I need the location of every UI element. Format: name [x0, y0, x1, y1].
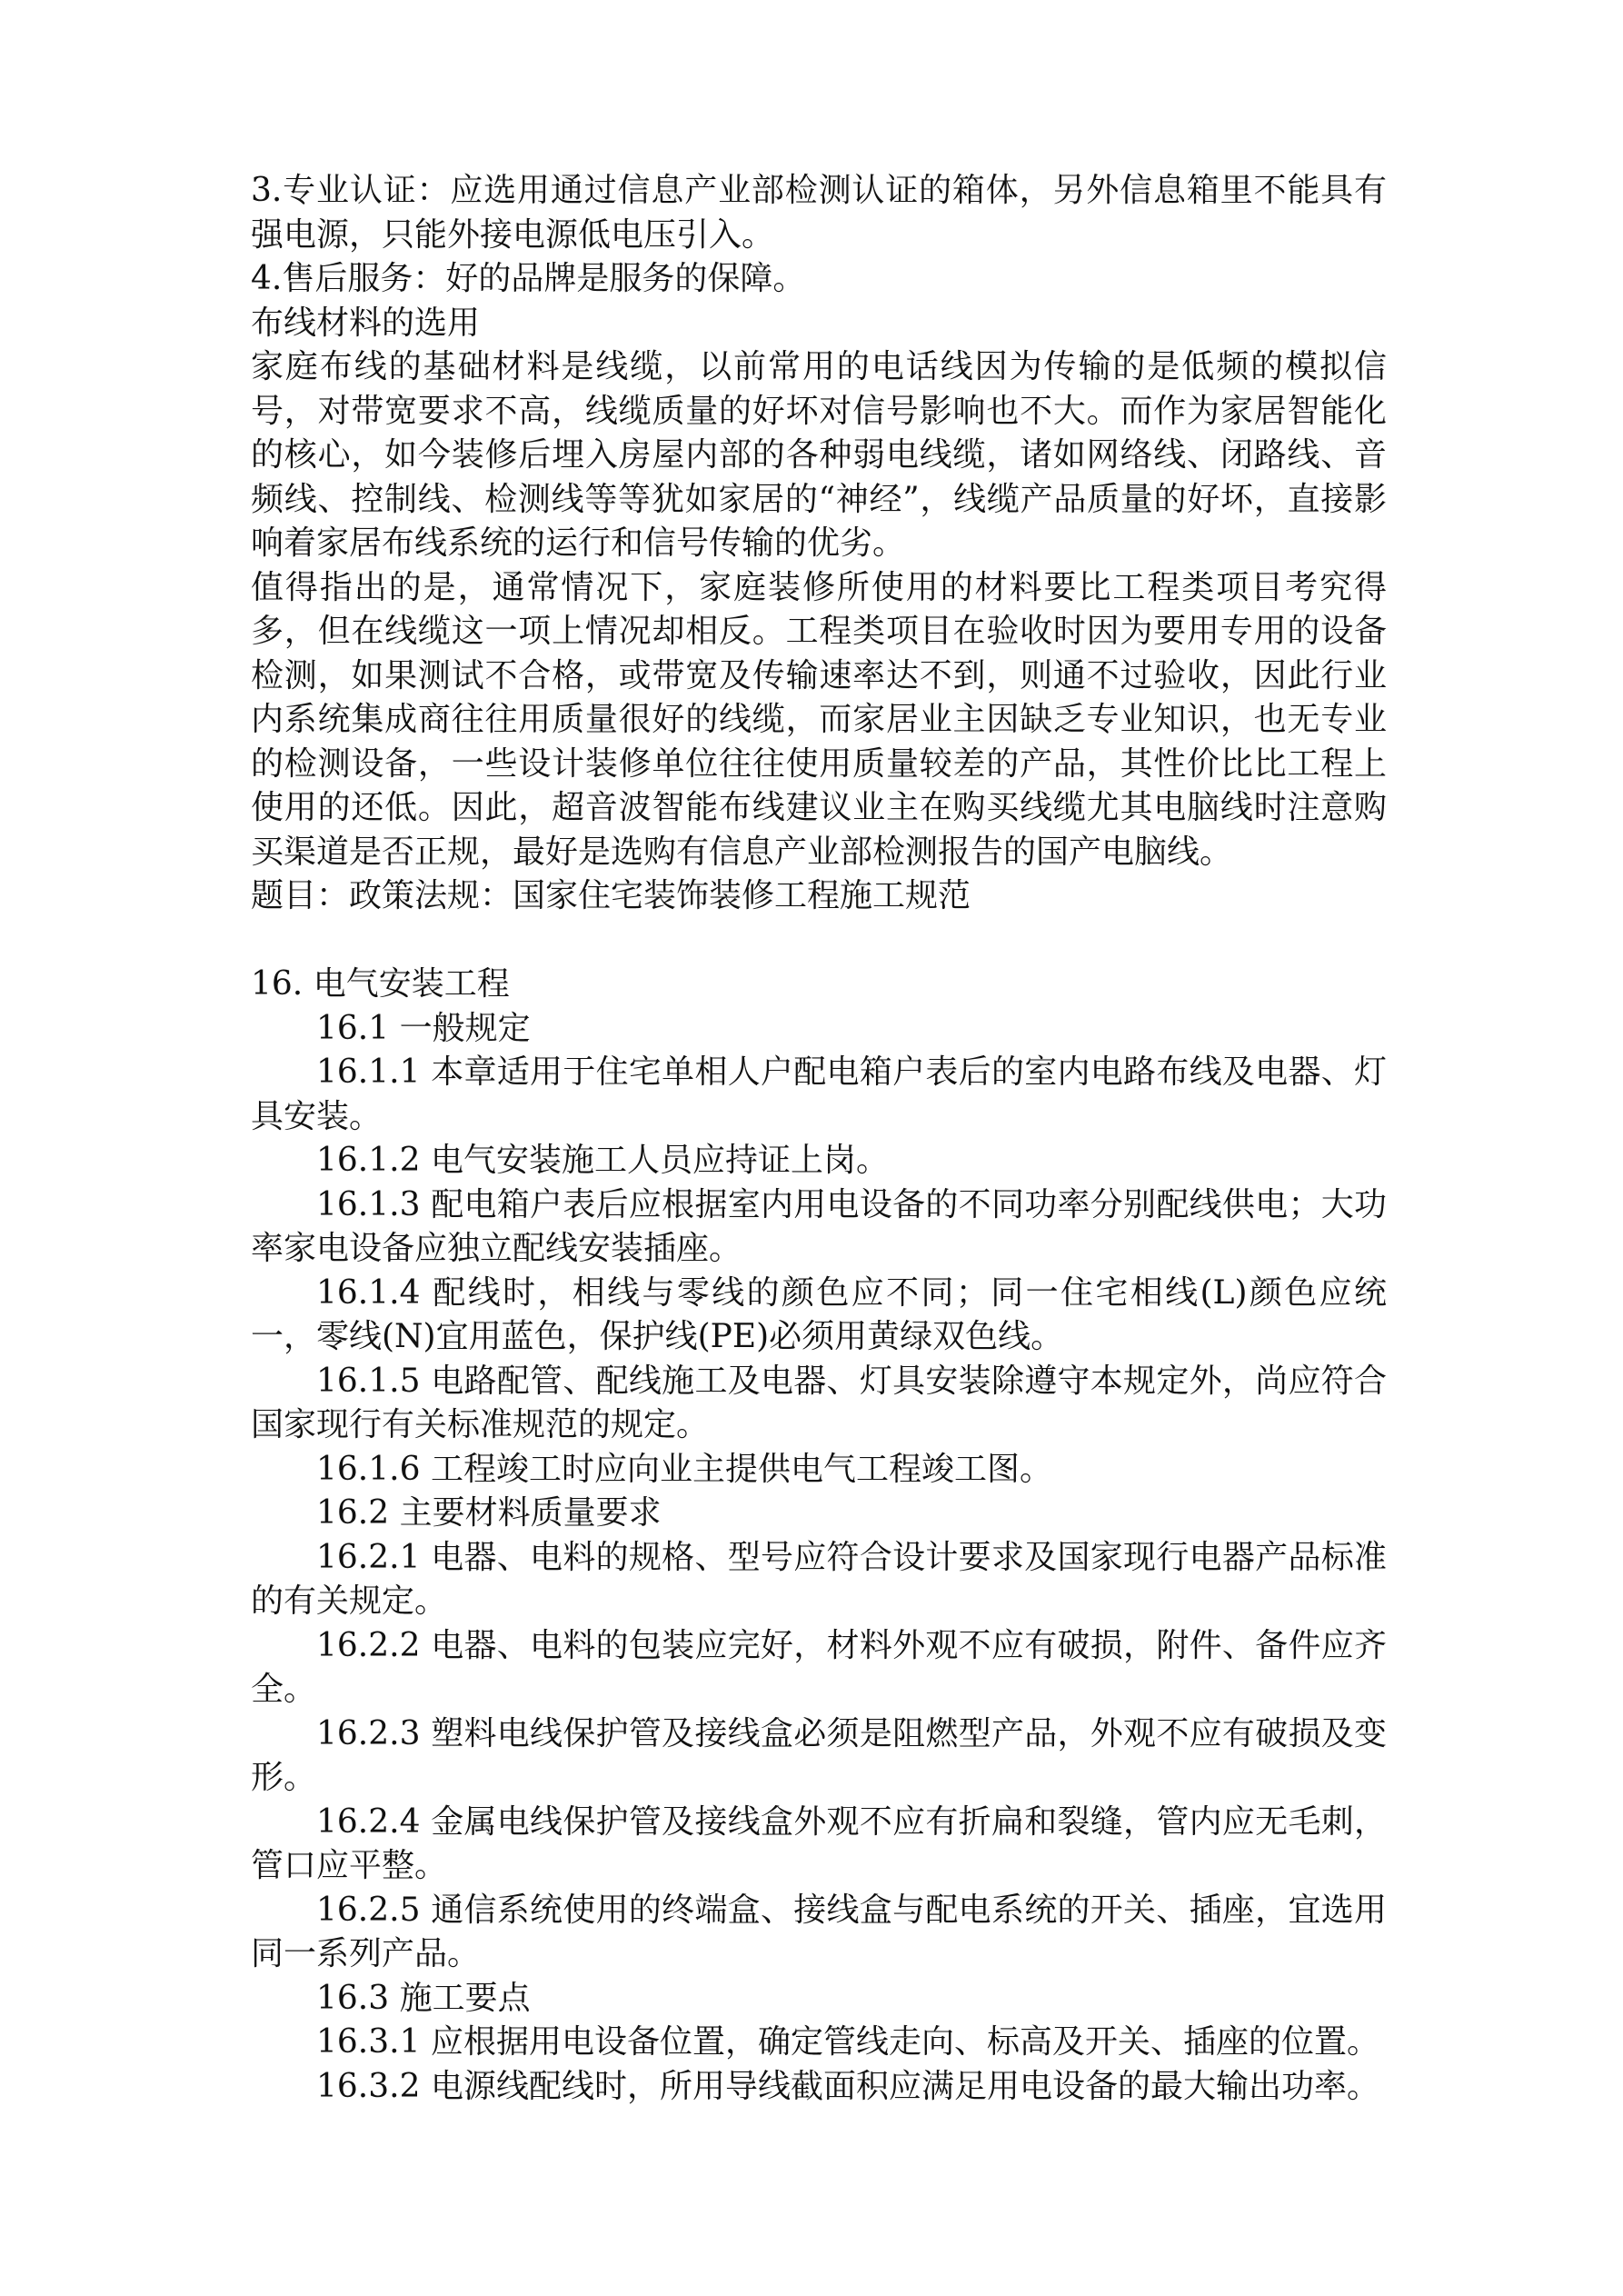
clause-16-3-2: 16.3.2 电源线配线时，所用导线截面积应满足用电设备的最大输出功率。 — [316, 2067, 1379, 2105]
clause-16-2-4: 16.2.4 金属电线保护管及接线盒外观不应有折扁和裂缝，管内应无毛刺，管口应平整。 — [251, 1802, 1387, 1884]
paragraph-cable-quality: 值得指出的是，通常情况下，家庭装修所使用的材料要比工程类项目考究得多，但在线缆这一项上情况却相反。工程类项目在验收时因为要用专用的设备检测，如果测试不合格，或带宽及传输速率达不到，则通不过验收，因此行业内系统集成商往往用质量很好的线缆，而家居业主因缺乏专业知识，也无专业的检测设备，一些设计装修单位往往使用质量较差的产品，其性价比比工程上使用的还低。因此，超音波智能布线建议业主在购买线缆尤其电脑线时注意购买渠道是否正规，最好是选购有信息产业部检测报告的国产电脑线。 — [251, 568, 1387, 871]
document-page — [251, 169, 1387, 2109]
blank-line — [251, 919, 1387, 963]
section-16-3: 16.3 施工要点 — [316, 1979, 531, 2017]
clause-16-2-3: 16.2.3 塑料电线保护管及接线盒必须是阻燃型产品，外观不应有破损及变形。 — [251, 1714, 1387, 1796]
clause-16-3-1: 16.3.1 应根据用电设备位置，确定管线走向、标高及开关、插座的位置。 — [316, 2023, 1379, 2061]
clause-16-2-2: 16.2.2 电器、电料的包装应完好，材料外观不应有破损，附件、备件应齐全。 — [251, 1626, 1387, 1708]
section-16-2: 16.2 主要材料质量要求 — [316, 1494, 662, 1532]
clause-16-2-1: 16.2.1 电器、电料的规格、型号应符合设计要求及国家现行电器产品标准的有关规定。 — [251, 1538, 1387, 1620]
clause-16-1-5: 16.1.5 电路配管、配线施工及电器、灯具安装除遵守本规定外，尚应符合国家现行有关标准规范的规定。 — [251, 1362, 1387, 1443]
section-16-1: 16.1 一般规定 — [316, 1009, 531, 1047]
paragraph-cable-basics: 家庭布线的基础材料是线缆，以前常用的电话线因为传输的是低频的模拟信号，对带宽要求不高，线缆质量的好坏对信号影响也不大。而作为家居智能化的核心，如今装修后埋入房屋内部的各种弱电线缆，诸如网络线、闭路线、音频线、控制线、检测线等等犹如家居的“神经”，线缆产品质量的好坏，直接影响着家居布线系统的运行和信号传输的优劣。 — [251, 348, 1387, 562]
paragraph-after-sales: 4.售后服务：好的品牌是服务的保障。 — [251, 260, 806, 297]
clause-16-1-4: 16.1.4 配线时，相线与零线的颜色应不同；同一住宅相线(L)颜色应统一，零线(N)宜用蓝色，保护线(PE)必须用黄绿双色线。 — [251, 1273, 1387, 1355]
paragraph-certification: 3.专业认证：应选用通过信息产业部检测认证的箱体，另外信息箱里不能具有强电源，只能外接电源低电压引入。 — [251, 172, 1387, 254]
clause-16-1-1: 16.1.1 本章适用于住宅单相人户配电箱户表后的室内电路布线及电器、灯具安装。 — [251, 1053, 1387, 1135]
paragraph-topic: 题目：政策法规：国家住宅装饰装修工程施工规范 — [251, 877, 971, 914]
heading-cabling-materials: 布线材料的选用 — [251, 304, 481, 342]
clause-16-2-5: 16.2.5 通信系统使用的终端盒、接线盒与配电系统的开关、插座，宜选用同一系列产品。 — [251, 1891, 1387, 1972]
chapter-title: 16. 电气安装工程 — [251, 965, 510, 1003]
clause-16-1-2: 16.1.2 电气安装施工人员应持证上岗。 — [316, 1142, 889, 1179]
clause-16-1-6: 16.1.6 工程竣工时应向业主提供电气工程竣工图。 — [316, 1450, 1052, 1488]
clause-16-1-3: 16.1.3 配电箱户表后应根据室内用电设备的不同功率分别配线供电；大功率家电设备应独立配线安装插座。 — [251, 1185, 1387, 1267]
